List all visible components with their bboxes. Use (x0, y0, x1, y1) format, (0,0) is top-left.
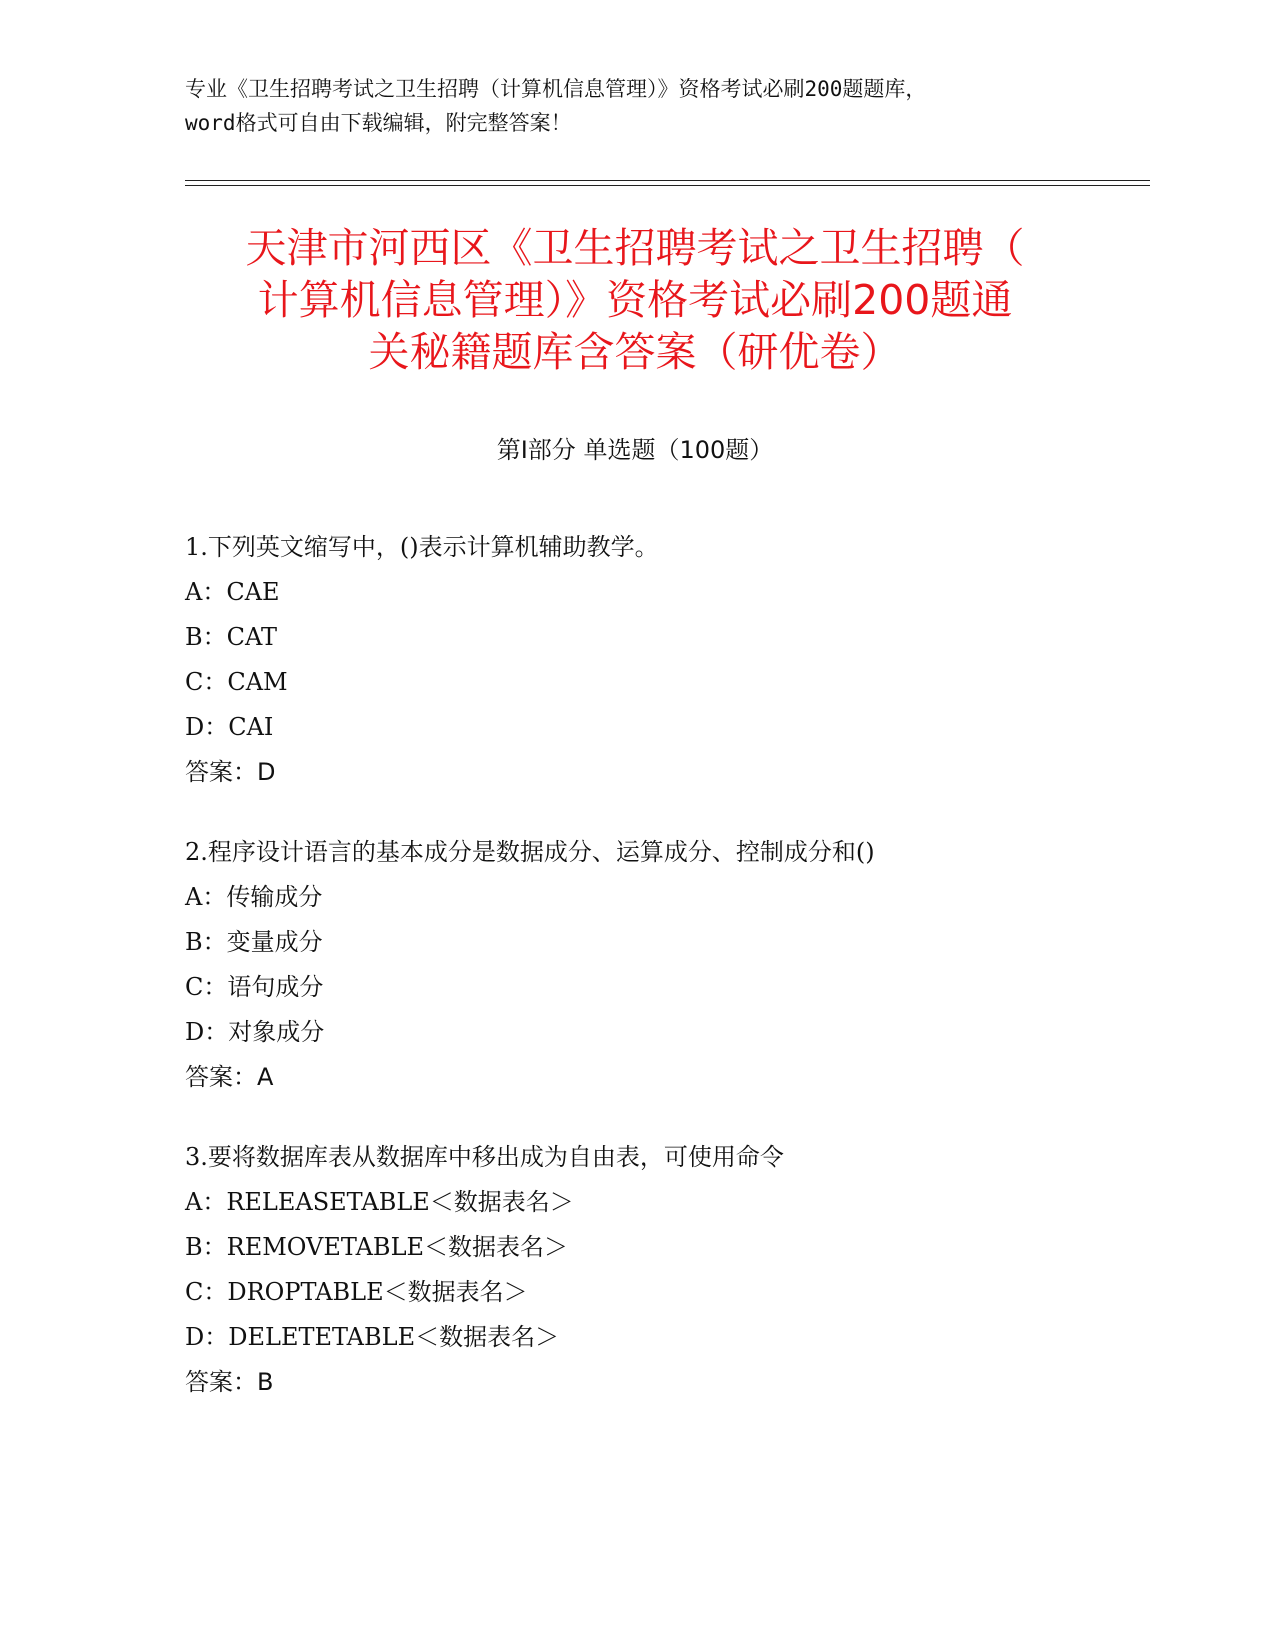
question-stem: 3.要将数据库表从数据库中移出成为自由表，可使用命令 (185, 1143, 784, 1171)
question-2 (185, 830, 1145, 1100)
question-stem: 2.程序设计语言的基本成分是数据成分、运算成分、控制成分和() (185, 838, 875, 866)
question-3 (185, 1135, 1145, 1405)
document-title (185, 222, 1085, 378)
option-b: B：变量成分 (185, 928, 323, 956)
header-note (185, 72, 1085, 140)
option-c: C：语句成分 (185, 973, 324, 1001)
header-divider-bottom (185, 185, 1150, 186)
option-d: D：CAI (185, 713, 274, 741)
answer: 答案：D (185, 758, 276, 786)
question-list (185, 525, 1145, 1440)
option-b: B：REMOVETABLE＜数据表名＞ (185, 1233, 569, 1261)
answer: 答案：A (185, 1063, 274, 1091)
option-d: D：对象成分 (185, 1018, 325, 1046)
section-title: 第Ⅰ部分 单选题（100题） (496, 436, 774, 464)
document-title-line-3: 关秘籍题库含答案（研优卷） (368, 328, 902, 376)
question-1 (185, 525, 1145, 795)
header-note-line-2: word格式可自由下载编辑，附完整答案！ (185, 111, 572, 135)
question-stem: 1.下列英文缩写中，()表示计算机辅助教学。 (185, 533, 659, 561)
document-title-line-1: 天津市河西区《卫生招聘考试之卫生招聘（ (245, 224, 1025, 272)
option-a: A：传输成分 (185, 883, 323, 911)
option-c: C：DROPTABLE＜数据表名＞ (185, 1278, 528, 1306)
option-a: A：CAE (185, 578, 280, 606)
option-a: A：RELEASETABLE＜数据表名＞ (185, 1188, 574, 1216)
header-note-line-1: 专业《卫生招聘考试之卫生招聘（计算机信息管理）》资格考试必刷200题题库， (185, 77, 927, 101)
option-d: D：DELETETABLE＜数据表名＞ (185, 1323, 560, 1351)
header-divider-top (185, 180, 1150, 181)
option-c: C：CAM (185, 668, 288, 696)
option-b: B：CAT (185, 623, 278, 651)
document-title-line-2: 计算机信息管理）》资格考试必刷200题通 (257, 276, 1013, 324)
answer: 答案：B (185, 1368, 274, 1396)
